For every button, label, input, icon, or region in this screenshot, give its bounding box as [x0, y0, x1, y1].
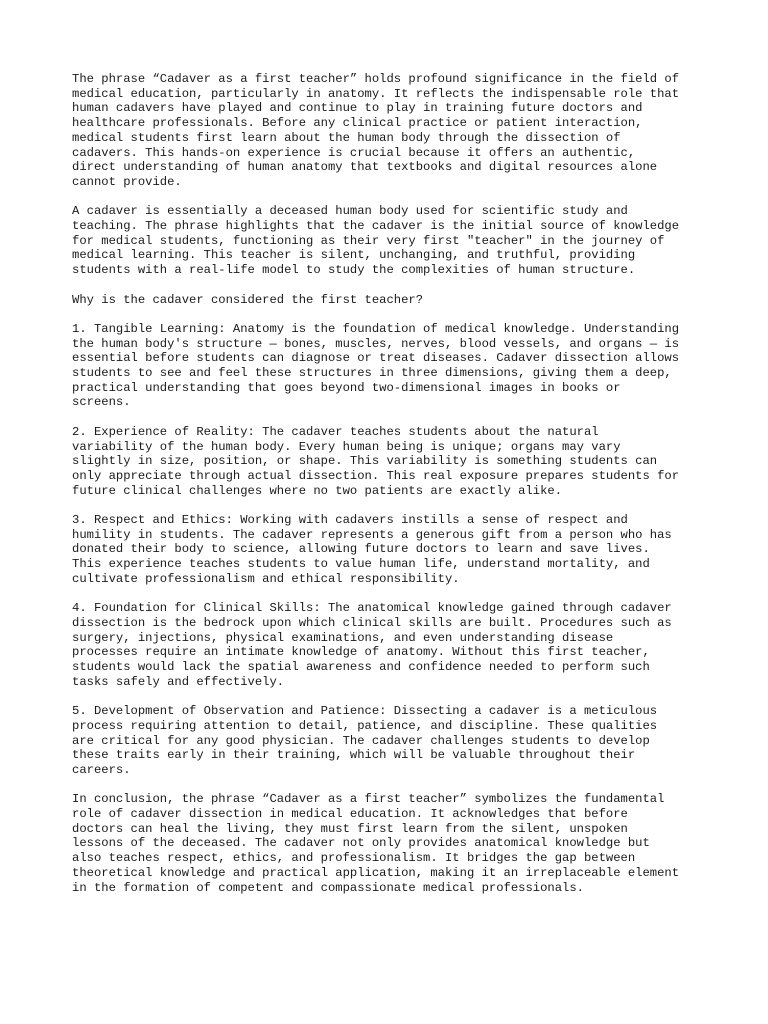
question-heading: Why is the cadaver considered the first teacher?	[72, 292, 424, 307]
definition-paragraph: A cadaver is essentially a deceased human body used for scientific study and teaching. The phrase highlights that the cadaver is the initial source of knowledge for medical students, functioning as their very first "teacher" in the journey of medical learning. This teacher is silent, unchanging, and truthful, providing students with a real-life model to study the complexities of human structure.	[72, 204, 680, 278]
point-experience-of-reality: 2. Experience of Reality: The cadaver teaches students about the natural variability of the human body. Every human being is unique; organs may vary slightly in size, position, or shape. This variability is something students can only appreciate through actual dissection. This real exposure prepares students for future clinical challenges where no two patients are exactly alike.	[72, 424, 680, 498]
point-tangible-learning: 1. Tangible Learning: Anatomy is the foundation of medical knowledge. Understanding the human body's structure — bones, muscles, nerves, blood vessels, and organs — is essential before students can diagnose or treat diseases. Cadaver dissection allows students to see and feel these structures in three dimensions, giving them a deep, practical understanding that goes beyond two-dimensional images in books or screens.	[72, 321, 680, 410]
document-page	[72, 72, 702, 910]
point-observation-and-patience: 5. Development of Observation and Patience: Dissecting a cadaver is a meticulous process requiring attention to detail, patience, and discipline. These qualities are critical for any good physician. The cadaver challenges students to develop these traits early in their training, which will be valuable throughout their careers.	[72, 704, 658, 777]
point-clinical-skills: 4. Foundation for Clinical Skills: The anatomical knowledge gained through cadaver dissection is the bedrock upon which clinical skills are built. Procedures such as surgery, injections, physical examinations, and even understanding disease processes require an intimate knowledge of anatomy. Without this first teacher, students would lack the spatial awareness and confidence needed to perform such tasks safely and effectively.	[72, 601, 672, 689]
conclusion-paragraph: In conclusion, the phrase “Cadaver as a first teacher” symbolizes the fundamental role of cadaver dissection in medical education. It acknowledges that before doctors can heal the living, they must first learn from the silent, unspoken lessons of the deceased. The cadaver not only provides anatomical knowledge but also teaches respect, ethics, and professionalism. It bridges the gap between theoretical knowledge and practical application, making it an irreplaceable element in the formation of competent and compassionate medical professionals.	[72, 792, 680, 895]
point-respect-and-ethics: 3. Respect and Ethics: Working with cadavers instills a sense of respect and humility in students. The cadaver represents a generous gift from a person who has donated their body to science, allowing future doctors to learn and save lives. This experience teaches students to value human life, understand mortality, and cultivate professionalism and ethical responsibility.	[72, 513, 672, 586]
intro-paragraph: The phrase “Cadaver as a first teacher” holds profound significance in the field of medical education, particularly in anatomy. It reflects the indispensable role that human cadavers have played and continue to play in training future doctors and healthcare professionals. Before any clinical practice or patient interaction, medical students first learn about the human body through the dissection of cadavers. This hands-on experience is crucial because it offers an authentic, direct understanding of human anatomy that textbooks and digital resources alone cannot provide.	[72, 72, 680, 189]
